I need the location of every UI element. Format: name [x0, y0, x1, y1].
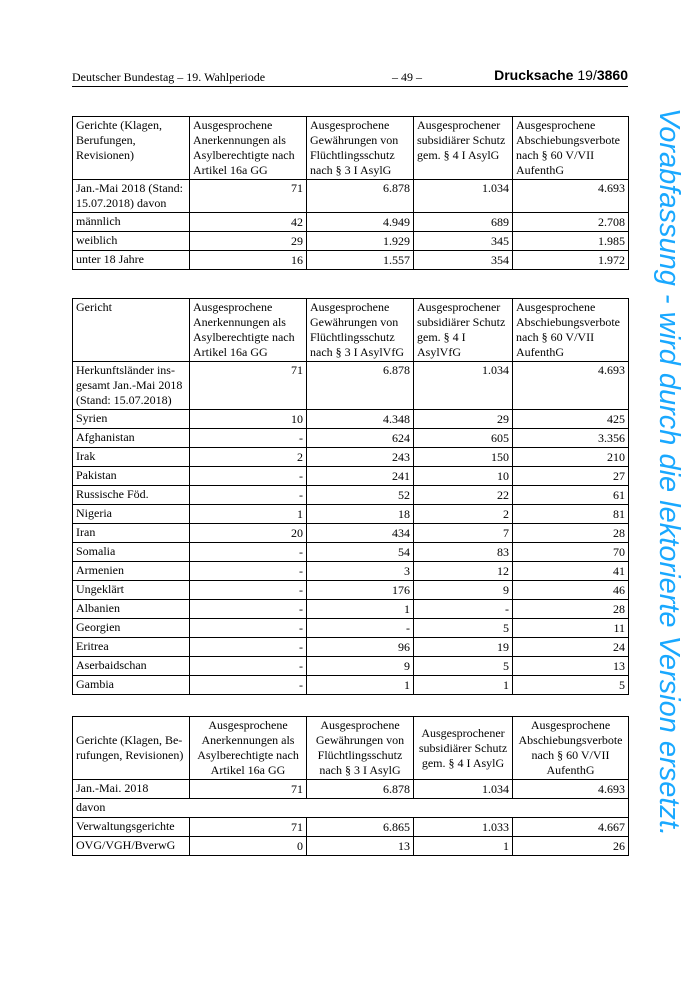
cell-value: 1.972 — [513, 251, 629, 270]
row-label: Syrien — [73, 410, 190, 429]
row-label: Georgien — [73, 619, 190, 638]
table-court-level — [72, 716, 629, 856]
row-label: Afghanistan — [73, 429, 190, 448]
table-row — [73, 619, 629, 638]
table-row — [73, 448, 629, 467]
cell-value: - — [307, 619, 414, 638]
cell-value: 150 — [414, 448, 513, 467]
cell-value: 605 — [414, 429, 513, 448]
header-cell: Gericht — [73, 299, 190, 362]
cell-value: - — [190, 676, 307, 695]
cell-value: 4.693 — [513, 180, 629, 213]
table-row — [73, 429, 629, 448]
cell-value: 52 — [307, 486, 414, 505]
row-label: Herkunftsländer ins-gesamt Jan.-Mai 2018 (Stand: 15.07.2018) — [73, 362, 190, 410]
row-label: Eritrea — [73, 638, 190, 657]
cell-value: 41 — [513, 562, 629, 581]
cell-value: 5 — [414, 657, 513, 676]
cell-value: 6.878 — [307, 780, 414, 799]
cell-value: 29 — [414, 410, 513, 429]
cell-value: 96 — [307, 638, 414, 657]
cell-value: 9 — [414, 581, 513, 600]
cell-value: - — [190, 429, 307, 448]
cell-value: 689 — [414, 213, 513, 232]
table-row — [73, 818, 629, 837]
cell-value: - — [190, 543, 307, 562]
table-row — [73, 600, 629, 619]
row-label: Armenien — [73, 562, 190, 581]
cell-value: 24 — [513, 638, 629, 657]
cell-value: 18 — [307, 505, 414, 524]
cell-value: 22 — [414, 486, 513, 505]
header-cell: Ausgesprochene Gewährungen von Flüchtlingsschutz nach § 3 I AsylG — [307, 117, 414, 180]
header-cell: Gerichte (Klagen, Berufungen, Revisionen) — [73, 117, 190, 180]
row-label: Nigeria — [73, 505, 190, 524]
table-row — [73, 581, 629, 600]
row-label: Ungeklärt — [73, 581, 190, 600]
table-row — [73, 486, 629, 505]
draft-watermark — [637, 108, 687, 908]
cell-value: 28 — [513, 524, 629, 543]
cell-value: 2.708 — [513, 213, 629, 232]
header-cell: Ausgesprochener subsidiärer Schutz gem. § 4 I AsylVfG — [414, 299, 513, 362]
row-label: Pakistan — [73, 467, 190, 486]
cell-value: 241 — [307, 467, 414, 486]
cell-value: 7 — [414, 524, 513, 543]
row-label: Jan.-Mai 2018 (Stand: 15.07.2018) davon — [73, 180, 190, 213]
cell-value: 71 — [190, 780, 307, 799]
cell-value: 354 — [414, 251, 513, 270]
table-row — [73, 543, 629, 562]
row-label: Somalia — [73, 543, 190, 562]
row-label: Albanien — [73, 600, 190, 619]
cell-value: 434 — [307, 524, 414, 543]
cell-value: 0 — [190, 837, 307, 856]
cell-value: - — [190, 638, 307, 657]
header-cell: Ausgesprochene Gewährungen von Flüchtlingsschutz nach § 3 I AsylVfG — [307, 299, 414, 362]
cell-value: 28 — [513, 600, 629, 619]
header-cell: Ausgesprochene Abschiebungsverbote nach § 60 V/VII AufenthG — [513, 299, 629, 362]
table-row — [73, 562, 629, 581]
cell-value: 1.557 — [307, 251, 414, 270]
row-label: weiblich — [73, 232, 190, 251]
cell-value: 29 — [190, 232, 307, 251]
row-label: Irak — [73, 448, 190, 467]
cell-value: 27 — [513, 467, 629, 486]
header-cell: Ausgesprochene Abschiebungsverbote nach § 60 V/VII AufenthG — [513, 117, 629, 180]
cell-value: 10 — [190, 410, 307, 429]
cell-value: 1 — [190, 505, 307, 524]
cell-value: 71 — [190, 362, 307, 410]
row-label: Russische Föd. — [73, 486, 190, 505]
cell-value: 26 — [513, 837, 629, 856]
page-header — [72, 64, 628, 87]
cell-value: - — [414, 600, 513, 619]
cell-value: 5 — [513, 676, 629, 695]
cell-value: - — [190, 581, 307, 600]
table-header-row — [73, 117, 629, 180]
header-cell: Ausgesprochener subsidiärer Schutz gem. § 4 I AsylG — [414, 717, 513, 780]
header-cell: Ausgesprochene Abschiebungsverbote nach § 60 V/VII AufenthG — [513, 717, 629, 780]
table-row — [73, 232, 629, 251]
table-row — [73, 837, 629, 856]
cell-value: 12 — [414, 562, 513, 581]
cell-value: 1.034 — [414, 180, 513, 213]
cell-value: 4.949 — [307, 213, 414, 232]
cell-value: 345 — [414, 232, 513, 251]
cell-value: 6.878 — [307, 362, 414, 410]
cell-value: 54 — [307, 543, 414, 562]
table-row — [73, 251, 629, 270]
cell-value: 5 — [414, 619, 513, 638]
cell-value: - — [190, 619, 307, 638]
cell-value: 1 — [414, 837, 513, 856]
cell-value: 624 — [307, 429, 414, 448]
watermark-text: Vorabfassung - wird durch die lektorierte Version ersetzt. — [653, 108, 685, 837]
cell-value: 71 — [190, 180, 307, 213]
cell-value: 70 — [513, 543, 629, 562]
cell-value: - — [190, 486, 307, 505]
cell-value: 9 — [307, 657, 414, 676]
table-row — [73, 180, 629, 213]
table-header-row — [73, 299, 629, 362]
table-row — [73, 799, 629, 818]
table-row — [73, 410, 629, 429]
cell-value: 1.929 — [307, 232, 414, 251]
cell-value: 6.865 — [307, 818, 414, 837]
table-row — [73, 362, 629, 410]
cell-value: 4.348 — [307, 410, 414, 429]
row-label: Aserbaidschan — [73, 657, 190, 676]
cell-value: 2 — [414, 505, 513, 524]
table-row — [73, 676, 629, 695]
header-cell: Gerichte (Klagen, Be-rufungen, Revisionen) — [73, 717, 190, 780]
cell-value: 42 — [190, 213, 307, 232]
cell-value: 13 — [513, 657, 629, 676]
cell-value: 1.034 — [414, 362, 513, 410]
cell-value: 1 — [307, 676, 414, 695]
cell-value: 3 — [307, 562, 414, 581]
table-row — [73, 638, 629, 657]
cell-value: - — [190, 467, 307, 486]
cell-value: 425 — [513, 410, 629, 429]
cell-value: 1.985 — [513, 232, 629, 251]
row-label: Jan.-Mai. 2018 — [73, 780, 190, 799]
table-gender-breakdown — [72, 116, 629, 270]
cell-value: 1.034 — [414, 780, 513, 799]
cell-value: 1 — [307, 600, 414, 619]
table-row — [73, 780, 629, 799]
cell-value: 1 — [414, 676, 513, 695]
cell-value: 46 — [513, 581, 629, 600]
cell-value: 83 — [414, 543, 513, 562]
cell-value: - — [190, 562, 307, 581]
header-page-number: – 49 – — [392, 70, 422, 84]
table-row — [73, 657, 629, 676]
cell-value: 210 — [513, 448, 629, 467]
row-label: OVG/VGH/BverwG — [73, 837, 190, 856]
table-row — [73, 213, 629, 232]
cell-value: 10 — [414, 467, 513, 486]
header-cell: Ausgesprochene Anerkennungen als Asylberechtigte nach Artikel 16a GG — [190, 117, 307, 180]
cell-value: 1.033 — [414, 818, 513, 837]
cell-value: 20 — [190, 524, 307, 543]
cell-value: 71 — [190, 818, 307, 837]
row-label: unter 18 Jahre — [73, 251, 190, 270]
table-header-row — [73, 717, 629, 780]
cell-value: - — [190, 657, 307, 676]
table-row — [73, 505, 629, 524]
header-cell: Ausgesprochene Anerkennungen als Asylberechtigte nach Artikel 16a GG — [190, 299, 307, 362]
table-row — [73, 524, 629, 543]
row-label: Gambia — [73, 676, 190, 695]
cell-value: 19 — [414, 638, 513, 657]
cell-value: 4.693 — [513, 780, 629, 799]
cell-value: 4.693 — [513, 362, 629, 410]
header-cell: Ausgesprochene Gewährungen von Flüchtlingsschutz nach § 3 I AsylG — [307, 717, 414, 780]
cell-value: 81 — [513, 505, 629, 524]
row-label: Verwaltungsgerichte — [73, 818, 190, 837]
cell-value: 4.667 — [513, 818, 629, 837]
header-cell: Ausgesprochener subsidiärer Schutz gem. § 4 I AsylG — [414, 117, 513, 180]
row-label: Iran — [73, 524, 190, 543]
header-publication: Deutscher Bundestag – 19. Wahlperiode — [72, 70, 266, 84]
cell-value: 3.356 — [513, 429, 629, 448]
cell-value: 11 — [513, 619, 629, 638]
cell-value: 6.878 — [307, 180, 414, 213]
table-countries-of-origin — [72, 298, 629, 695]
cell-value: 61 — [513, 486, 629, 505]
cell-value: 13 — [307, 837, 414, 856]
header-cell: Ausgesprochene Anerkennungen als Asylberechtigte nach Artikel 16a GG — [190, 717, 307, 780]
cell-value: 176 — [307, 581, 414, 600]
cell-value: 243 — [307, 448, 414, 467]
row-label: davon — [73, 799, 629, 818]
cell-value: 16 — [190, 251, 307, 270]
row-label: männlich — [73, 213, 190, 232]
table-row — [73, 467, 629, 486]
cell-value: 2 — [190, 448, 307, 467]
cell-value: - — [190, 600, 307, 619]
header-document-number: Drucksache 19/3860 — [494, 67, 628, 83]
